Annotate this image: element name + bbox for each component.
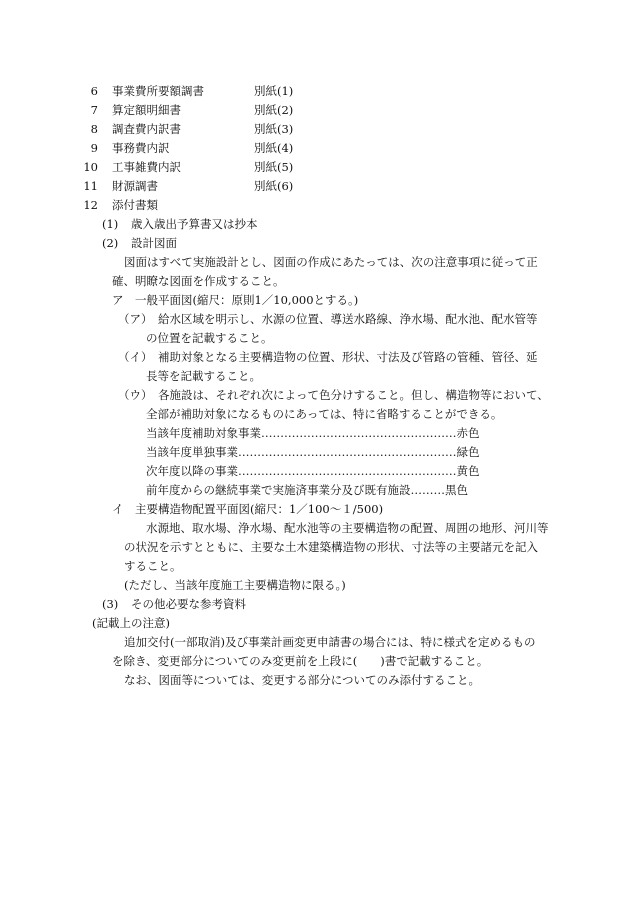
- item-title: 調査費内訳書: [112, 122, 181, 136]
- item-ref: 別紙(1): [254, 84, 294, 98]
- paragraph-line: 各施設は、それぞれ次によって色分けすること。但し、構造物等において、: [158, 388, 549, 402]
- item-title: 工事雑費内訳: [112, 160, 181, 174]
- sub-title: その他必要な参考資料: [131, 597, 246, 611]
- color-legend-line: 前年度からの継続事業で実施済事業分及び既有施設………黒色: [146, 483, 468, 497]
- item-label: ア: [112, 293, 124, 307]
- paragraph-line: すること。: [124, 559, 182, 573]
- item-number: 10: [83, 160, 98, 174]
- item-number: 8: [90, 122, 98, 136]
- paragraph-line: 水源地、取水場、浄水場、配水池等の主要構造物の配置、周囲の地形、河川等: [146, 521, 549, 535]
- item-label: （イ）: [118, 350, 153, 364]
- item-title: 事業費所要額調書: [112, 84, 204, 98]
- paragraph-line: 補助対象となる主要構造物の位置、形状、寸法及び管路の管種、管径、延: [158, 350, 538, 364]
- item-title: 事務費内訳: [112, 141, 170, 155]
- paragraph-line: 全部が補助対象になるものにあっては、特に省略することができる。: [146, 407, 503, 421]
- item-ref: 別紙(4): [254, 141, 294, 155]
- color-legend-line: 次年度以降の事業…………………………………………………黄色: [146, 464, 480, 478]
- item-number: 9: [90, 141, 98, 155]
- sub-number: (3): [102, 597, 119, 611]
- paragraph-line: 確、明瞭な図面を作成すること。: [112, 274, 285, 288]
- item-ref: 別紙(6): [254, 179, 294, 193]
- item-label: イ: [112, 502, 124, 516]
- item-title: 算定額明細書: [112, 103, 181, 117]
- item-number: 11: [83, 179, 98, 193]
- item-ref: 別紙(3): [254, 122, 294, 136]
- paragraph-line: の状況を示すとともに、主要な土木建築構造物の形状、寸法等の主要諸元を記入: [124, 540, 538, 554]
- color-legend-line: 当該年度単独事業…………………………………………………緑色: [146, 445, 480, 459]
- sub-title: 設計図面: [131, 236, 177, 250]
- item-number: 7: [90, 103, 98, 117]
- item-number: 6: [90, 84, 98, 98]
- paragraph-line: 図面はすべて実施設計とし、図面の作成にあたっては、次の注意事項に従って正: [124, 255, 538, 269]
- item-heading: 一般平面図(縮尺：原則1／10,000とする。): [135, 293, 359, 307]
- sub-number: (1): [102, 217, 119, 231]
- item-heading: 主要構造物配置平面図(縮尺：1／100～１/500): [135, 502, 384, 516]
- item-number: 12: [83, 198, 98, 212]
- paragraph-line: 追加交付(一部取消)及び事業計画変更申請書の場合には、特に様式を定めるもの: [124, 635, 536, 649]
- paragraph-line: なお、図面等については、変更する部分についてのみ添付すること。: [124, 673, 481, 687]
- color-legend-line: 当該年度補助対象事業……………………………………………赤色: [146, 426, 480, 440]
- section-title: 添付書類: [112, 198, 158, 212]
- sub-number: (2): [102, 236, 119, 250]
- item-label: （ウ）: [118, 388, 153, 402]
- paragraph-line: 給水区域を明示し、水源の位置、導送水路線、浄水場、配水池、配水管等: [158, 312, 538, 326]
- paragraph-line: を除き、変更部分についてのみ変更前を上段に( )書で記載すること。: [112, 654, 489, 668]
- paragraph-line: 長等を記載すること。: [146, 369, 261, 383]
- notes-heading: (記載上の注意): [92, 616, 170, 630]
- item-title: 財源調書: [112, 179, 158, 193]
- item-ref: 別紙(2): [254, 103, 294, 117]
- item-label: （ア）: [118, 312, 153, 326]
- paragraph-line: (ただし、当該年度施工主要構造物に限る。): [124, 578, 346, 592]
- paragraph-line: の位置を記載すること。: [146, 331, 273, 345]
- sub-title: 歳入歳出予算書又は抄本: [131, 217, 258, 231]
- item-ref: 別紙(5): [254, 160, 294, 174]
